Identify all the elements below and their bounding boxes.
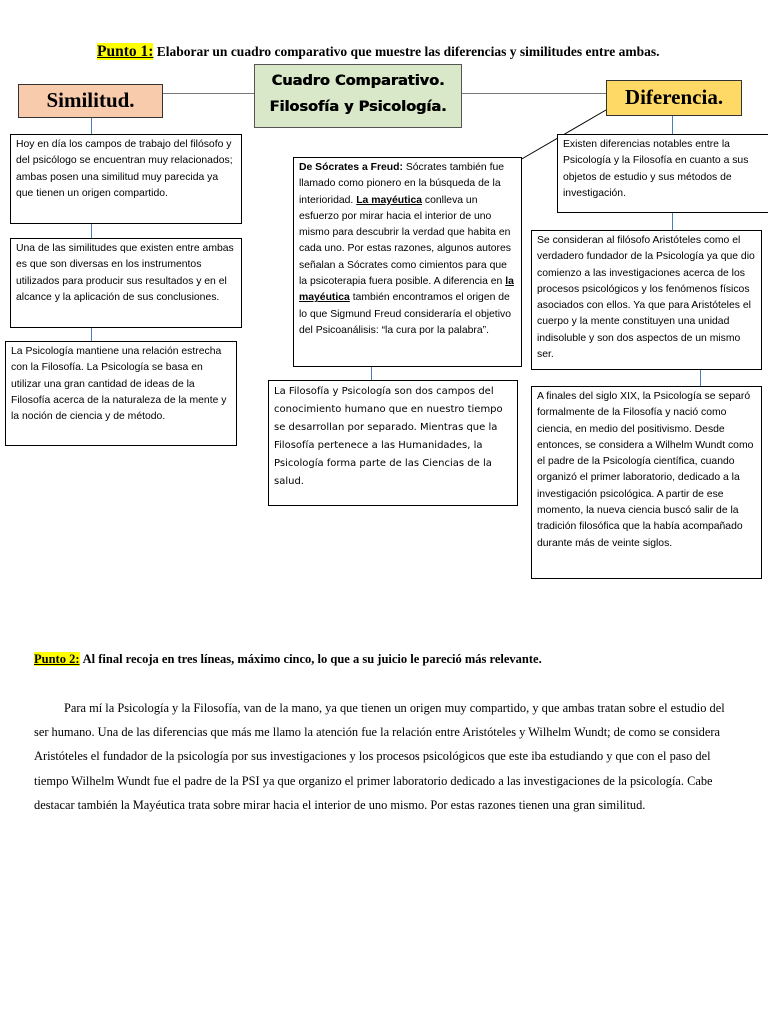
diferencia-box-1: Existen diferencias notables entre la Psicología y la Filosofía en cuanto a sus objetos de estudio y sus métodos de investigación. bbox=[557, 134, 768, 213]
socrates-freud-box bbox=[293, 157, 522, 367]
conclusion-section bbox=[34, 696, 742, 817]
mayeutica-term-1: La mayéutica bbox=[356, 194, 423, 206]
comparative-table-title bbox=[254, 64, 462, 128]
connector-dif-3 bbox=[700, 370, 701, 386]
socrates-text-3: también encontramos el origen de lo que Sigmund Freud consideraría el objetivo del Psicoanálisis: “la cura por la palabra”. bbox=[299, 292, 511, 336]
similitud-header: Similitud. bbox=[18, 84, 163, 118]
diferencia-header: Diferencia. bbox=[606, 80, 742, 116]
punto2-label: Punto 2: bbox=[34, 652, 80, 666]
connector-dif-2 bbox=[672, 213, 673, 230]
punto1-instruction: Elaborar un cuadro comparativo que muestre las diferencias y similitudes entre ambas. bbox=[156, 44, 660, 59]
title-line-2: Filosofía y Psicología. bbox=[269, 99, 447, 115]
conclusion-paragraph: Para mí la Psicología y la Filosofía, van de la mano, ya que tienen un origen muy compartido, y que ambas tratan sobre el estudio del ser humano. Una de las diferencias que más me llamo la atención fue la relación entre Aristóteles y Wilhelm Wundt; de como se considera Aristóteles el fundador de la psicología por sus investigaciones y los procesos psicológicos que este iba estudiando y que con el paso del tiempo Wilhelm Wundt fue el padre de la PSI ya que organizo el primer laboratorio dedicado a las investigaciones de la psicología. Cabe destacar también la Mayéutica trata sobre mirar hacia el interior de uno mismo. Por estas razones tienen una gran similitud. bbox=[34, 701, 725, 812]
diferencia-box-3: A finales del siglo XIX, la Psicología se separó formalmente de la Filosofía y nació como ciencia, en medio del positivismo. Desde entonces, se considera a Wilhelm Wundt como el padre de la Psicología científica, cuando organizó el primer laboratorio, dedicado a la investigación psicológica. A partir de ese momento, la nueva ciencia buscó salir de la tradición filosófica que la había acompañado durante más de veinte siglos. bbox=[531, 386, 762, 579]
connector-dif-1 bbox=[672, 116, 673, 134]
connector-sim-2 bbox=[91, 224, 92, 238]
connector-center bbox=[371, 367, 372, 380]
punto2-instruction: Al final recoja en tres líneas, máximo cinco, lo que a su juicio le pareció más relevante. bbox=[82, 652, 542, 666]
title-line-1: Cuadro Comparativo. bbox=[271, 73, 445, 89]
diferencia-box-2: Se consideran al filósofo Aristóteles como el verdadero fundador de la Psicología ya que dio comienzo a las investigaciones acerca de los procesos psicológicos y los fenómenos físicos asociados con ellos. Ya que para Aristóteles el cuerpo y la mente constituyen una unidad indisoluble y son dos aspectos de un mismo ser. bbox=[531, 230, 762, 370]
similitud-box-1: Hoy en día los campos de trabajo del filósofo y del psicólogo se encuentran muy relacionados; ambas posen una similitud muy parecida ya que tienen un origen compartido. bbox=[10, 134, 242, 224]
connector-sim-3 bbox=[91, 328, 92, 341]
campos-box: La Filosofía y Psicología son dos campos del conocimiento humano que en nuestro tiempo se desarrollan por separado. Mientras que la Filosofía pertenece a las Humanidades, la Psicología forma parte de las Ciencias de la salud. bbox=[268, 380, 518, 506]
punto2-heading bbox=[34, 652, 542, 667]
punto1-label: Punto 1: bbox=[97, 43, 154, 60]
socrates-text-2: conlleva un esfuerzo por mirar hacia el interior de uno mismo para descubrir la verdad que habita en cada uno. Por estas razones, algunos autores señalan a Sócrates como cimientos para que la psicoterapia fuera posible. A diferencia en bbox=[299, 194, 511, 288]
mayeutica-term-2: la mayéutica bbox=[299, 276, 514, 304]
socrates-text-1: Sócrates también fue llamado como pionero en la búsqueda de la interioridad. bbox=[299, 162, 505, 206]
similitud-box-2: Una de las similitudes que existen entre ambas es que son diversas en los instrumentos utilizados para producir sus resultados y en el alcance y la aplicación de sus conclusiones. bbox=[10, 238, 242, 328]
connector-sim-1 bbox=[91, 118, 92, 134]
similitud-box-3: La Psicología mantiene una relación estrecha con la Filosofía. La Psicología se basa en utilizar una gran cantidad de ideas de la Filosofía acerca de la naturaleza de la mente y la noción de ciencia y de método. bbox=[5, 341, 237, 446]
socrates-heading: De Sócrates a Freud: bbox=[299, 162, 403, 173]
